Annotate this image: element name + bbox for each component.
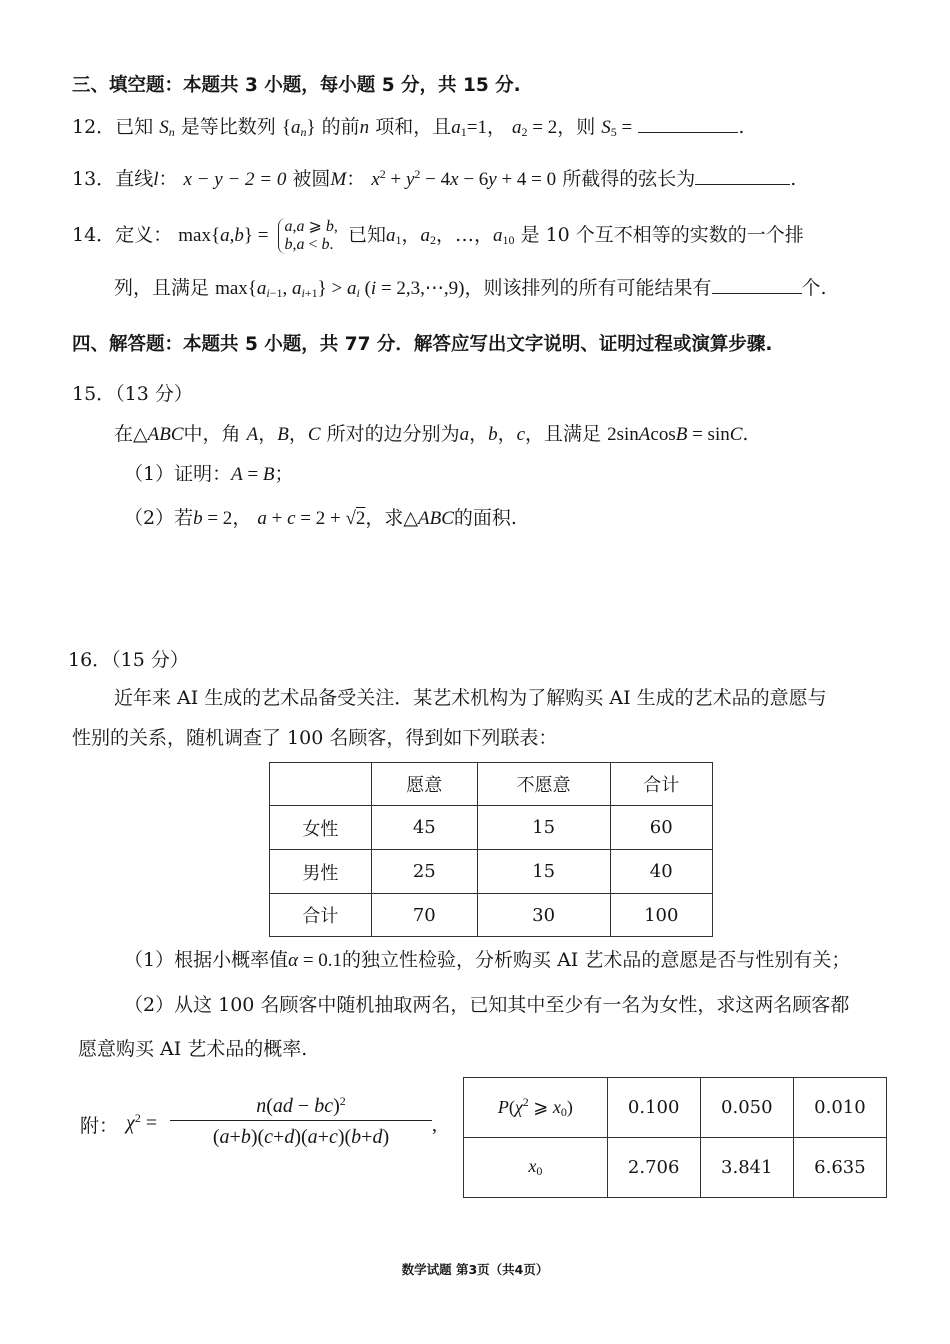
table-row: 女性 45 15 60 — [270, 806, 713, 850]
question-16-intro-2: 性别的关系，随机调查了 100 名顾客，得到如下列联表： — [72, 727, 558, 749]
table-row: 合计 70 30 100 — [270, 894, 713, 937]
page-footer: 数学试题 第3页（共4页） — [401, 1262, 549, 1277]
critical-value-label: $x_0$ — [464, 1138, 608, 1198]
section-3-heading: 三、填空题：本题共 3 小题，每小题 5 分，共 15 分. — [72, 75, 521, 96]
question-16-part-1: （1）根据小概率值α = 0.1的独立性检验，分析购买 AI 艺术品的意愿是否与性别有关； — [124, 949, 851, 971]
table-header-cell — [270, 763, 372, 806]
formula-numerator: n(ad − bc)$^2$ — [170, 1094, 432, 1121]
question-15-part-2: （2）若b = 2， a + c = 2 + √2，求△ABC的面积. — [124, 507, 517, 529]
contingency-table — [269, 762, 713, 937]
question-15-part-1: （1）证明：A = B； — [124, 463, 294, 485]
formula-denominator: (a+b)(c+d)(a+c)(b+d) — [212, 1126, 390, 1148]
question-16-header: 16．（15 分） — [68, 649, 189, 671]
answer-blank-12[interactable] — [638, 114, 738, 133]
question-13: 13．直线l： x − y − 2 = 0 被圆M： $x^2 + y^2 - 4x - 6y + 4 = 0$ 所截得的弦长为 . — [72, 167, 797, 190]
probability-label: $P(\chi^2$ ⩾ $x_0$) — [464, 1078, 608, 1138]
chi-square-symbol: $\chi^2$ = — [126, 1111, 158, 1134]
table-header-cell: 不愿意 — [477, 763, 610, 806]
question-16-part-2: （2）从这 100 名顾客中随机抽取两名，已知其中至少有一名为女性，求这两名顾客都 — [124, 994, 850, 1016]
table-row: $P(\chi^2$ ⩾ $x_0$) 0.100 0.050 0.010 — [464, 1078, 887, 1138]
chi-square-reference-table — [463, 1077, 887, 1198]
question-15-header: 15．（13 分） — [72, 383, 193, 405]
table-row: $x_0$ 2.706 3.841 6.635 — [464, 1138, 887, 1198]
question-15-stem: 在△ABC中，角 A，B，C 所对的边分别为a，b，c，且满足 2sinAcosB = sinC. — [114, 423, 749, 445]
question-14-line-2: 列，且满足 $\max\{a_{i-1}$, $a_{i+1}\} > a_i$ (i = 2,3,⋯,9)，则该排列的所有可能结果有 个. — [114, 277, 827, 300]
answer-blank-14[interactable] — [712, 275, 802, 294]
piecewise-definition: a,a ⩾ b, b,a < b. — [278, 218, 337, 254]
table-header-cell: 合计 — [610, 763, 712, 806]
question-14-line-1: 14．定义： max{a,b} = a,a ⩾ b, b,a < b. 已知$a_1$，$a_2$，…，$a_{10}$ 是 10 个互不相等的实数的一个排 — [72, 218, 804, 253]
section-4-heading: 四、解答题：本题共 5 小题，共 77 分．解答应写出文字说明、证明过程或演算步骤. — [72, 334, 773, 355]
question-16-part-2-cont: 愿意购买 AI 艺术品的概率. — [78, 1038, 308, 1060]
appendix-label: 附： — [80, 1115, 119, 1137]
table-row: 男性 25 15 40 — [270, 850, 713, 894]
question-12: 12．已知 $S_n$ 是等比数列 $\{a_n\}$ 的前n 项和，且$a_1=1$， $a_2 = 2$，则 $S_5$ = . — [72, 116, 745, 139]
table-header-cell: 愿意 — [371, 763, 477, 806]
question-16-intro-1: 近年来 AI 生成的艺术品备受关注．某艺术机构为了解购买 AI 生成的艺术品的意愿与 — [114, 687, 827, 709]
exam-page: 三、填空题：本题共 3 小题，每小题 5 分，共 15 分. 12．已知 $S_n$ 是等比数列 $\{a_n\}$ 的前n 项和，且$a_1=1$， $a_2 = 2$，则 $S_5$ = . 13．直线l： x − y − 2 = 0 被圆M： $x^2 + y^2 - 4x - 6y + 4 = 0$ 所截得的弦长为 . 14．定义： max{a,b} = a,a ⩾ b, b,a < b. 已知$a_1$，$a_2$，…，$a_{10}$ 是 10 个互不相等的实数的一个排 列，且满足 $\max\{a_{i-1}$, $a_{i+1}\} > a_i$ (i = 2,3,⋯,9)，则该排列的所有可能结果有 个. 四、解答题：本题共 5 小题，共 77 分．解答应写出文字说明、证明过程或演算步骤. 15．（13 分） 在△ABC中，角 A，B，C 所对的边分别为a，b，c，且满足 2sinAcosB = sinC. （1）证明：A = B； （2）若b = 2， a + c = 2 + √2，求△ABC的面积. 16．（15 分） 近年来 AI 生成的艺术品备受关注．某艺术机构为了解购买 AI 生成的艺术品的意愿与 性别的关系，随机调查了 100 名顾客，得到如下列联表： 愿意 不愿意 合计 女性 45 15 60 男性 25 15 40 合计 70 30 100 （1）根据小概率值α = 0.1的独立性检验，分析购买 AI 艺术品的意愿是否与性别有关； （2）从这 100 名顾客中随机抽取两名，已知其中至少有一名为女性，求这两名顾客都 愿意购买 AI 艺术品的概率. 附： $\chi^2$ = n(ad − bc)$^2$ (a+b)(c+d)(a+c)(b+d) , $P(\chi^2$ ⩾ $x_0$) 0.100 0.050 0.010 $x_0$ 2.706 3.841 6.635 数学试题 第3页（共4页） — [0, 0, 950, 1344]
answer-blank-13[interactable] — [695, 166, 790, 185]
